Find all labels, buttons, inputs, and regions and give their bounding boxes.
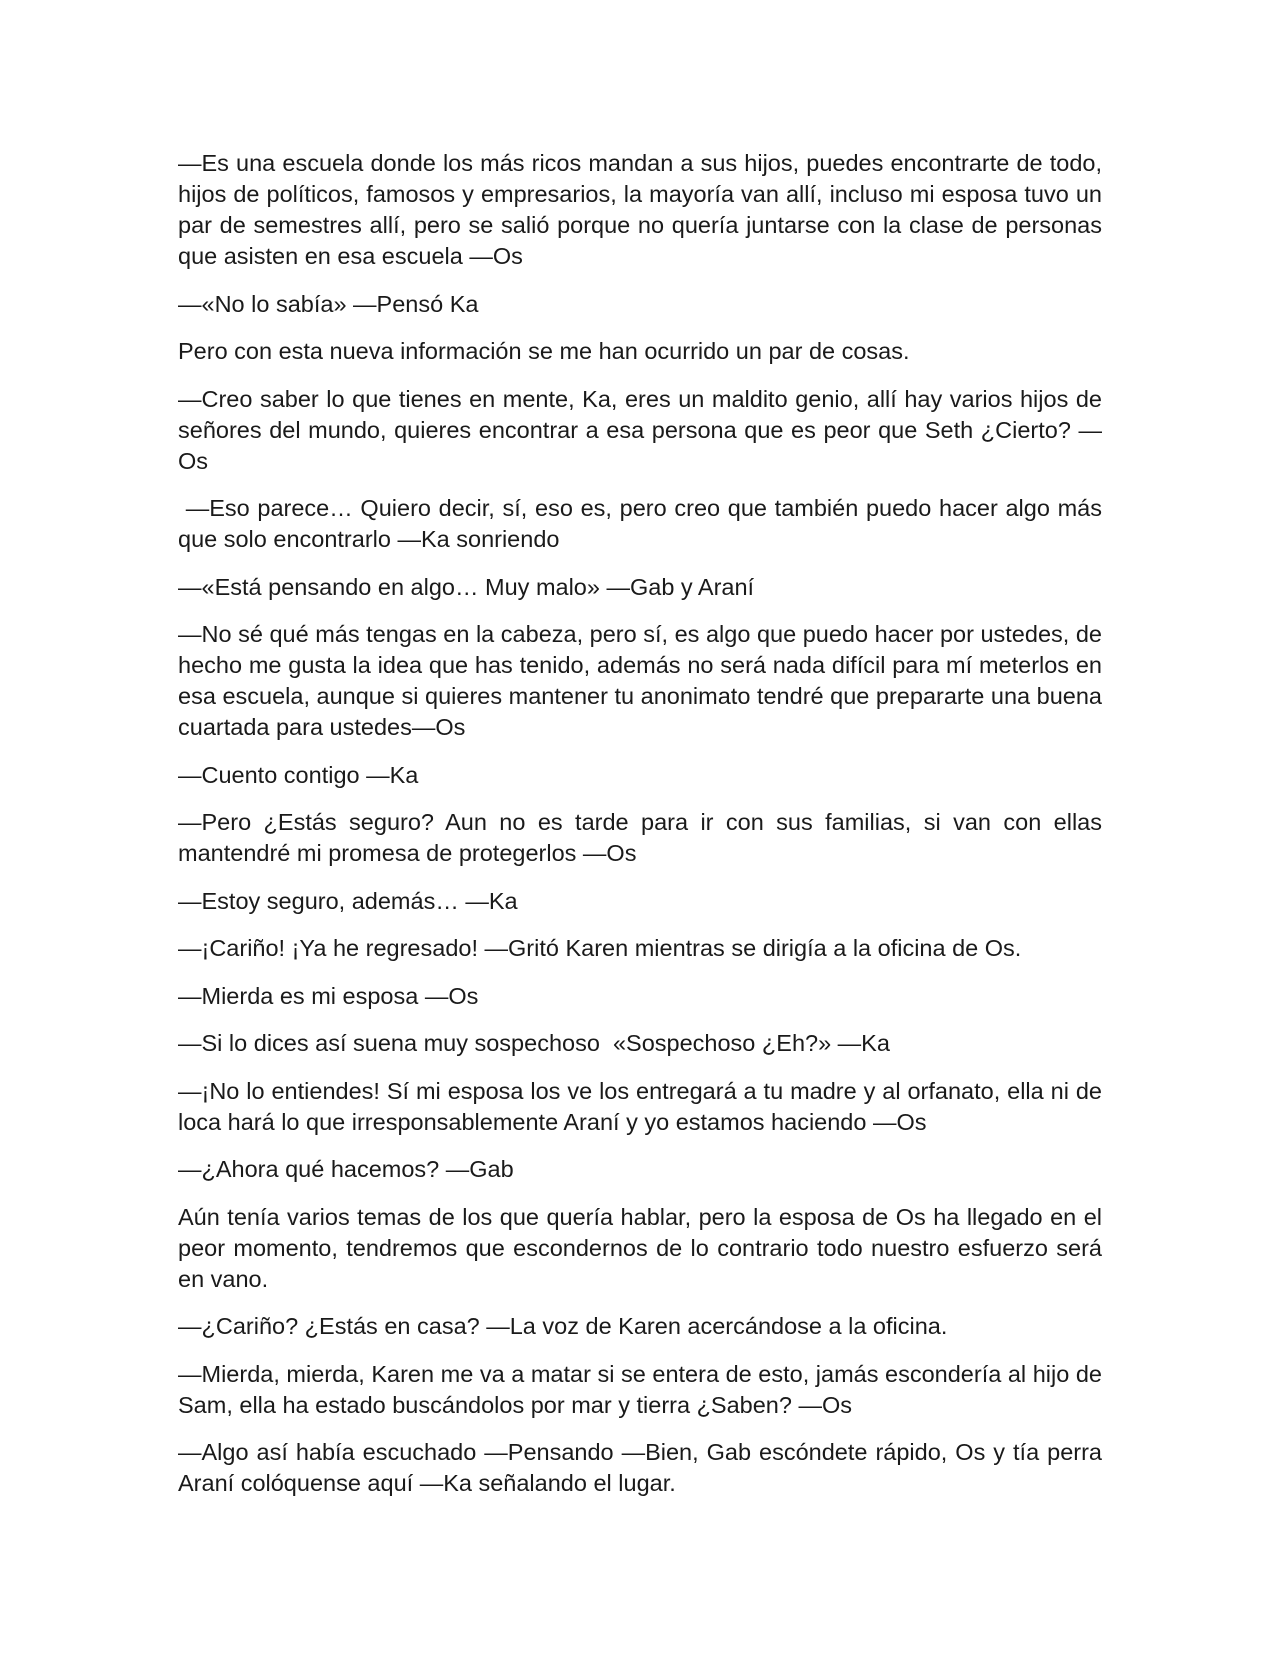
- paragraph: —«Está pensando en algo… Muy malo» —Gab y Araní: [178, 573, 755, 600]
- paragraph: —Eso parece… Quiero decir, sí, eso es, pero creo que también puedo hacer algo más que solo encontrarlo —Ka sonriendo: [178, 495, 1109, 552]
- paragraph: Pero con esta nueva información se me han ocurrido un par de cosas.: [178, 338, 910, 364]
- paragraph: —Cuento contigo —Ka: [178, 761, 419, 788]
- paragraph: —¿Ahora qué hacemos? —Gab: [178, 1156, 514, 1182]
- paragraph: —¡No lo entiendes! Sí mi esposa los ve los entregará a tu madre y al orfanato, ella ni de loca hará lo que irresponsablemente Araní y yo estamos haciendo —Os: [178, 1077, 1109, 1135]
- paragraph: —Algo así había escuchado —Pensando —Bien, Gab escóndete rápido, Os y tía perra Araní colóquense aquí —Ka señalando el lugar.: [178, 1439, 1108, 1496]
- paragraph: —Estoy seguro, además… —Ka: [178, 887, 518, 914]
- paragraph: Aún tenía varios temas de los que quería hablar, pero la esposa de Os ha llegado en el peor momento, tendremos que escondernos de lo contrario todo nuestro esfuerzo será en vano.: [178, 1203, 1109, 1292]
- paragraph: —No sé qué más tengas en la cabeza, pero sí, es algo que puedo hacer por ustedes, de hecho me gusta la idea que has tenido, además no será nada difícil para mí meterlos en esa escuela, aunque si quieres mantener tu anonimato tendré que prepararte una buena cuartada para ustedes—Os: [178, 621, 1109, 740]
- paragraph: —Mierda, mierda, Karen me va a matar si se entera de esto, jamás escondería al hijo de Sam, ella ha estado buscándolos por mar y tierra ¿Saben? —Os: [178, 1360, 1109, 1418]
- paragraph: —Mierda es mi esposa —Os: [178, 982, 479, 1009]
- paragraph: —«No lo sabía» —Pensó Ka: [178, 290, 479, 317]
- paragraph: —¡Cariño! ¡Ya he regresado! —Gritó Karen mientras se dirigía a la oficina de Os.: [178, 935, 1022, 961]
- paragraph: —Si lo dices así suena muy sospechoso «Sospechoso ¿Eh?» —Ka: [178, 1030, 890, 1056]
- paragraph: —Es una escuela donde los más ricos mandan a sus hijos, puedes encontrarte de todo, hijos de políticos, famosos y empresarios, la mayoría van allí, incluso mi esposa tuvo un par de semestres allí, pero se salió porque no quería juntarse con la clase de personas que asisten en esa escuela —Os: [178, 150, 1109, 269]
- paragraph: —Creo saber lo que tienes en mente, Ka, eres un maldito genio, allí hay varios hijos de señores del mundo, quieres encontrar a esa persona que es peor que Seth ¿Cierto? —Os: [178, 385, 1109, 474]
- document-page: [178, 148, 1109, 1516]
- paragraph: —¿Cariño? ¿Estás en casa? —La voz de Karen acercándose a la oficina.: [178, 1313, 948, 1339]
- paragraph: —Pero ¿Estás seguro? Aun no es tarde para ir con sus familias, si van con ellas mantendré mi promesa de protegerlos —Os: [178, 809, 1109, 866]
